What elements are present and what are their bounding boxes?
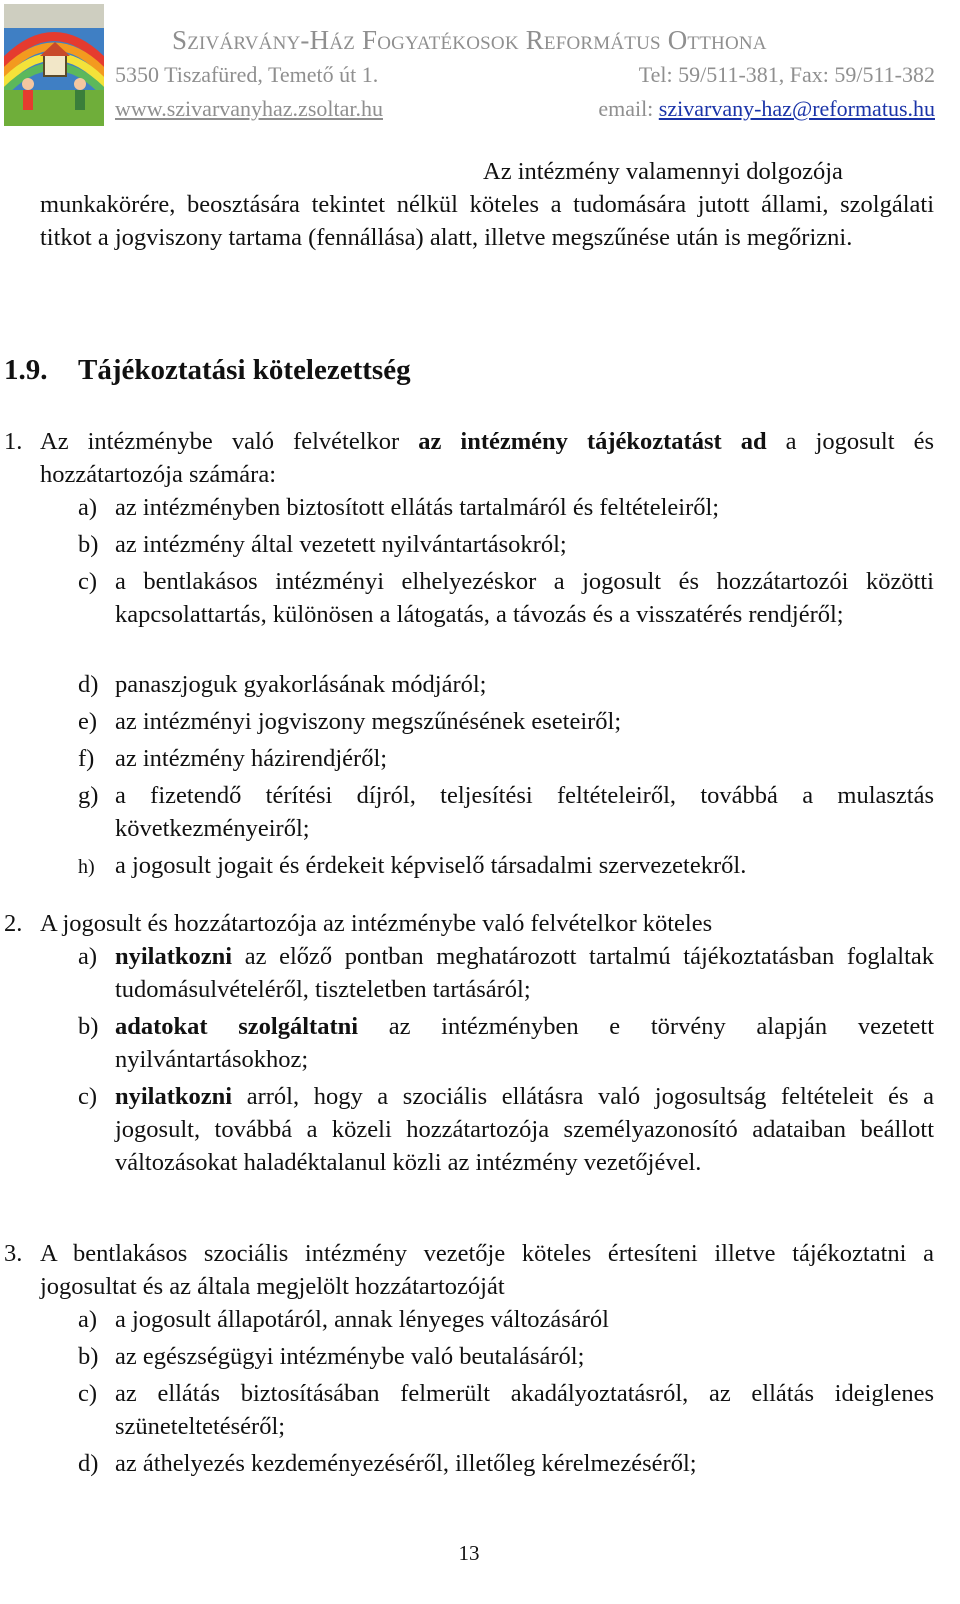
item-bold: nyilatkozni — [115, 943, 233, 970]
item-label: a) — [78, 494, 98, 521]
item-text: az intézményi jogviszony megszűnésének eseteiről; — [115, 708, 622, 735]
intro-first-line: Az intézmény valamennyi dolgozója — [483, 158, 843, 185]
email-label: email: — [598, 96, 654, 121]
item-rest: arról, hogy a szociális ellátásra való jogosultság feltételeit és a jogosult, továbbá a közeli hozzátartozója személyazonosító adataiban beállott változásokat haladéktalanul közli az intézmény vezetőjével. — [115, 1083, 934, 1176]
item-text: az ellátás biztosításában felmerült akadályoztatásról, az ellátás ideiglenes szüneteltetéséről; — [115, 1380, 934, 1440]
list-item — [78, 565, 934, 631]
contact-line — [115, 96, 935, 122]
page-number: 13 — [458, 1541, 480, 1565]
point-3-text: A bentlakásos szociális intézmény vezetője köteles értesíteni illetve tájékoztatni a jogosultat és az általa megjelölt hozzátartozóját — [40, 1240, 934, 1300]
intro-paragraph — [40, 155, 934, 254]
item-rest: az előző pontban meghatározott tartalmú tájékoztatásban foglaltak tudomásulvételéről, tiszteletben tartásáról; — [115, 943, 934, 1003]
item-label: c) — [78, 1380, 98, 1407]
list-item — [78, 705, 934, 738]
item-text: az intézmény által vezetett nyilvántartásokról; — [115, 531, 567, 558]
list-item — [78, 779, 934, 845]
list-item — [78, 940, 934, 1006]
item-text: a bentlakásos intézményi elhelyezéskor a jogosult és hozzátartozói közötti kapcsolattartás, különösen a látogatás, a távozás és a visszatérés rendjéről; — [115, 568, 934, 628]
list-item — [78, 528, 934, 561]
item-label: d) — [78, 1450, 99, 1477]
item-text: panaszjoguk gyakorlásának módjáról; — [115, 671, 487, 698]
letterhead — [0, 0, 960, 132]
list-item — [78, 849, 934, 882]
website-link[interactable]: www.szivarvanyhaz.zsoltar.hu — [115, 96, 383, 121]
point-1-text-a: Az intézménybe való felvételkor — [40, 428, 419, 455]
item-text: a jogosult állapotáról, annak lényeges változásáról — [115, 1306, 609, 1333]
item-text: az áthelyezés kezdeményezéséről, illetőleg kérelmezéséről; — [115, 1450, 697, 1477]
point-number: 2. — [4, 910, 23, 937]
list-item — [78, 668, 934, 701]
institution-name: Szivárvány-Ház Fogyatékosok Református Otthona — [172, 25, 767, 55]
address-line — [115, 62, 935, 88]
item-label: b) — [78, 1343, 99, 1370]
item-label: c) — [78, 568, 98, 595]
item-label: d) — [78, 671, 99, 698]
section-heading — [4, 354, 411, 387]
list-item — [78, 1303, 934, 1336]
item-text — [115, 940, 934, 1006]
list-item — [78, 1377, 934, 1443]
point-1-bold: az intézmény tájékoztatást ad — [418, 428, 767, 455]
item-label: b) — [78, 531, 99, 558]
item-bold: nyilatkozni — [115, 1083, 233, 1110]
point-number: 1. — [4, 428, 23, 455]
item-label: f) — [78, 745, 95, 772]
intro-rest: munkakörére, beosztására tekintet nélkül köteles a tudomására jutott állami, szolgálati titkot a jogviszony tartama (fennállása) alatt, illetve megszűnése után is megőrizni. — [40, 191, 934, 251]
list-item — [78, 1447, 934, 1480]
item-label: a) — [78, 943, 98, 970]
list-item — [78, 1080, 934, 1179]
item-label: a) — [78, 1306, 98, 1333]
list-item — [78, 1340, 934, 1373]
section-title: Tájékoztatási kötelezettség — [78, 354, 411, 386]
point-1-text-b: a jogosult és hozzátartozója számára: — [40, 428, 934, 488]
item-label: h) — [78, 856, 95, 878]
point-1-text — [40, 425, 934, 491]
item-label: b) — [78, 1013, 99, 1040]
point-2-text: A jogosult és hozzátartozója az intézménybe való felvételkor köteles — [40, 910, 713, 937]
list-item — [78, 1010, 934, 1076]
point-number: 3. — [4, 1240, 23, 1267]
section-number: 1.9. — [4, 354, 48, 386]
item-text: az egészségügyi intézménybe való beutalásáról; — [115, 1343, 585, 1370]
item-text: a jogosult jogait és érdekeit képviselő társadalmi szervezetekről. — [115, 852, 747, 879]
item-text: az intézmény házirendjéről; — [115, 745, 388, 772]
item-text: az intézményben biztosított ellátás tartalmáról és feltételeiről; — [115, 494, 720, 521]
list-item — [78, 491, 934, 524]
item-rest: az intézményben e törvény alapján vezetett nyilvántartásokhoz; — [115, 1013, 934, 1073]
item-label: e) — [78, 708, 98, 735]
email-block — [598, 96, 935, 122]
item-label: g) — [78, 782, 99, 809]
item-bold: adatokat szolgáltatni — [115, 1013, 359, 1040]
item-text: a fizetendő térítési díjról, teljesítési feltételeiről, továbbá a mulasztás következményeiről; — [115, 782, 934, 842]
email-link[interactable]: szivarvany-haz@reformatus.hu — [658, 96, 935, 121]
rainbow-house-logo-icon — [4, 4, 104, 126]
phone-fax: Tel: 59/511-381, Fax: 59/511-382 — [638, 62, 935, 87]
item-label: c) — [78, 1083, 98, 1110]
item-text — [115, 1080, 934, 1179]
address: 5350 Tiszafüred, Temető út 1. — [115, 62, 379, 87]
item-text — [115, 1010, 934, 1076]
list-item — [78, 742, 934, 775]
